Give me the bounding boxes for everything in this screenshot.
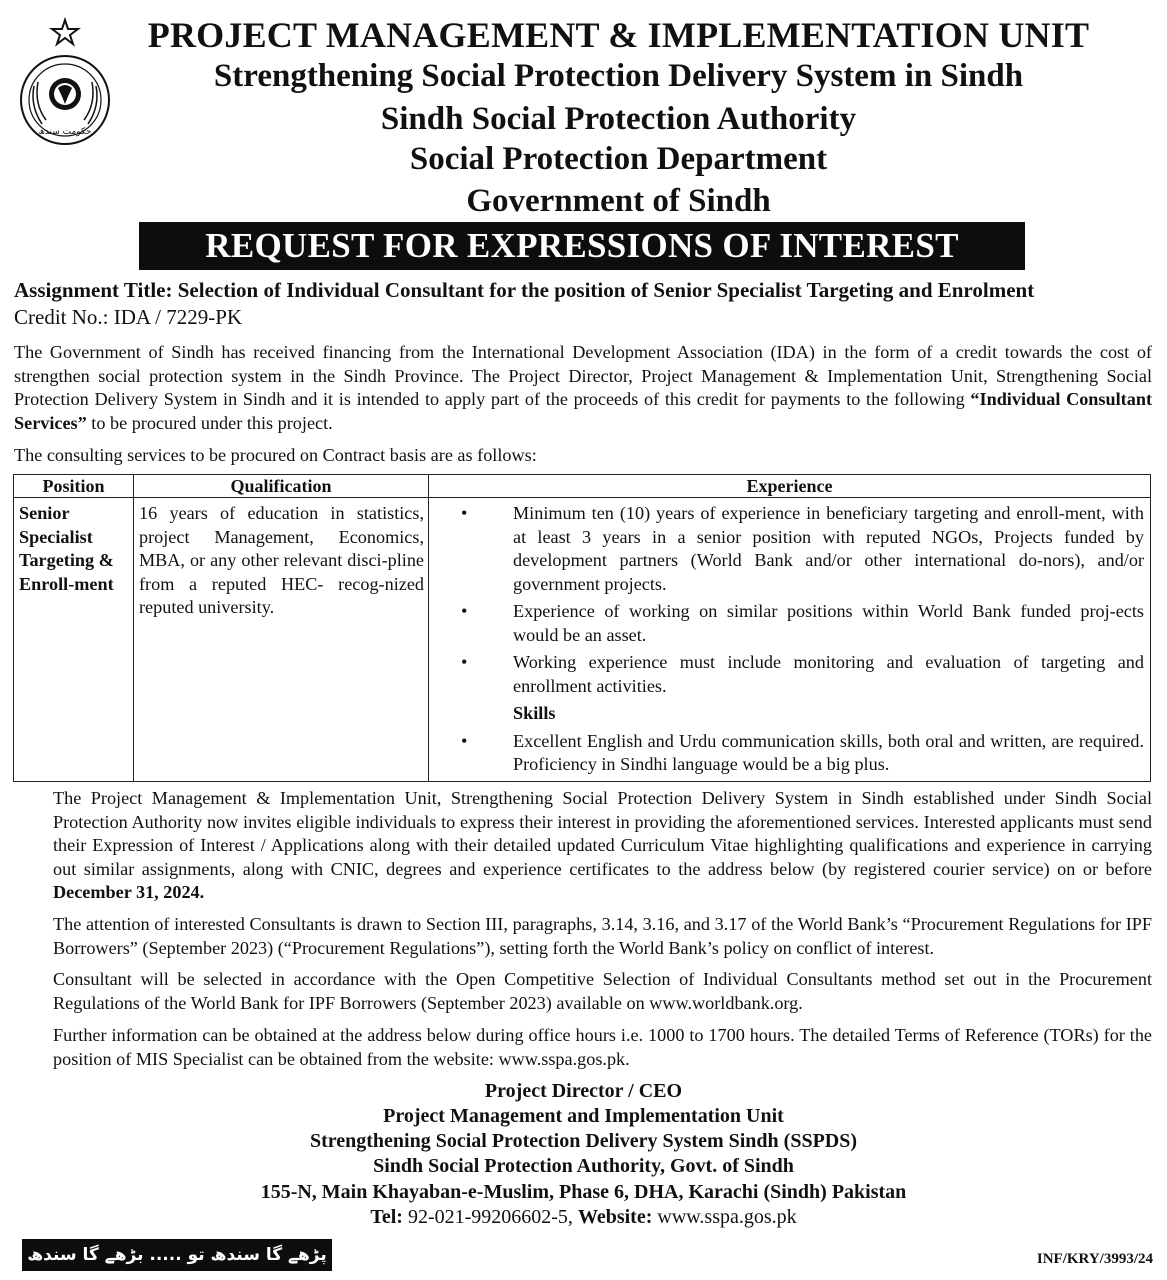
title-banner: REQUEST FOR EXPRESSIONS OF INTEREST [139, 222, 1025, 270]
signature-address: 155-N, Main Khayaban-e-Muslim, Phase 6, DHA, Karachi (Sindh) Pakistan [260, 1181, 907, 1203]
experience-item: • Experience of working on similar positions within World Bank funded proj-ects would be an asset. [461, 601, 1144, 645]
contact-line: Tel: 92-021-99206602-5, Website: www.sspa.gos.pk [370, 1206, 797, 1228]
signature-authority: Sindh Social Protection Authority, Govt. of Sindh [373, 1155, 794, 1177]
header-position: Position [14, 475, 134, 498]
consultant-table [13, 474, 1151, 782]
signature-project: Strengthening Social Protection Delivery System Sindh (SSPDS) [309, 1130, 858, 1152]
government-of-sindh-emblem [12, 16, 118, 148]
qualification-cell: 16 years of education in statistics, project Management, Economics, MBA, or any other relevant disci-pline from a reputed HEC- recog-nized reputed university. [134, 498, 429, 782]
intro-paragraph: The Government of Sindh has received financing from the International Development Association (IDA) in the form of a credit towards the cost of strengthen social protection system in the Sindh Province. The Project Director, Project Management & Implementation Unit, Strengthening Social Protection Delivery System in Sindh and it is intended to apply part of the proceeds of this credit for payments to the following “Individual Consultant Services” to be procured under this project. [14, 342, 1152, 433]
urdu-slogan-banner: پڑھے گا سندھ تو ..... بڑھے گا سندھ [22, 1239, 332, 1271]
header-experience: Experience [429, 475, 1151, 498]
header-qualification: Qualification [134, 475, 429, 498]
selection-paragraph: Consultant will be selected in accordance with the Open Competitive Selection of Individual Consultants method set out in the Procurement Regulations of the World Bank for IPF Borrowers (September 2023) available on www.worldbank.org. [53, 969, 1152, 1013]
skill-item: • Excellent English and Urdu communication skills, both oral and written, are required. Proficiency in Sindhi language would be a big plus. [461, 730, 1144, 774]
intro-bold-phrase: “Individual Consultant Services” [14, 389, 1152, 433]
further-info-paragraph: Further information can be obtained at the address below during office hours i.e. 1000 to 1700 hours. The detailed Terms of Reference (TORs) for the position of MIS Specialist can be obtained from the website: www.sspa.gos.pk. [53, 1025, 1152, 1069]
position-cell: Senior Specialist Targeting & Enroll-ment [14, 498, 134, 782]
table-row [14, 498, 1151, 782]
attention-paragraph: The attention of interested Consultants is drawn to Section III, paragraphs, 3.14, 3.16, and 3.17 of the World Bank’s “Procurement Regulations for IPF Borrowers” (September 2023) (“Procurement Regulations”), setting forth the World Bank’s policy on conflict of interest. [53, 914, 1152, 958]
assignment-title: Assignment Title: Selection of Individual Consultant for the position of Senior Specialist Targeting and Enrolment [14, 278, 1035, 302]
header-line-1: PROJECT MANAGEMENT & IMPLEMENTATION UNIT [147, 15, 1090, 55]
experience-cell [429, 498, 1151, 782]
invitation-paragraph: The Project Management & Implementation Unit, Strengthening Social Protection Delivery System in Sindh established under Sindh Social Protection Authority now invites eligible individuals to express their interest in providing the aforementioned services. Interested applicants must send their Expression of Interest / Applications along with their detailed updated Curriculum Vitae highlighting qualifications and experience in carrying out similar assignments, along with CNIC, degrees and experience certificates to the address below (by registered courier service) on or before December 31, 2024. [53, 788, 1152, 902]
signature-unit: Project Management and Implementation Unit [383, 1105, 784, 1127]
deadline: December 31, 2024. [53, 882, 205, 902]
services-intro: The consulting services to be procured on Contract basis are as follows: [14, 445, 537, 465]
header-line-2: Strengthening Social Protection Delivery System in Sindh [213, 58, 1024, 94]
telephone-number: 92-021-99206602-5, [402, 1206, 578, 1228]
credit-number: Credit No.: IDA / 7229-PK [14, 305, 243, 329]
website: www.sspa.gos.pk [652, 1206, 797, 1228]
header-line-5: Government of Sindh [466, 183, 771, 219]
experience-item: • Working experience must include monitoring and evaluation of targeting and enrollment activities. [461, 652, 1144, 696]
header-line-3: Sindh Social Protection Authority [380, 101, 857, 137]
header-line-4: Social Protection Department [409, 141, 828, 177]
reference-number: INF/KRY/3993/24 [1036, 1251, 1153, 1267]
svg-text:حکومت سندھ: حکومت سندھ [38, 127, 92, 137]
skills-heading: Skills [513, 703, 556, 723]
experience-item: • Minimum ten (10) years of experience in beneficiary targeting and enroll-ment, with at least 3 years in a senior position with reputed NGOs, Projects funded by development partners (World Bank and/or other international do-nors), and/or government projects. [461, 503, 1144, 594]
signatory-title: Project Director / CEO [484, 1080, 683, 1102]
